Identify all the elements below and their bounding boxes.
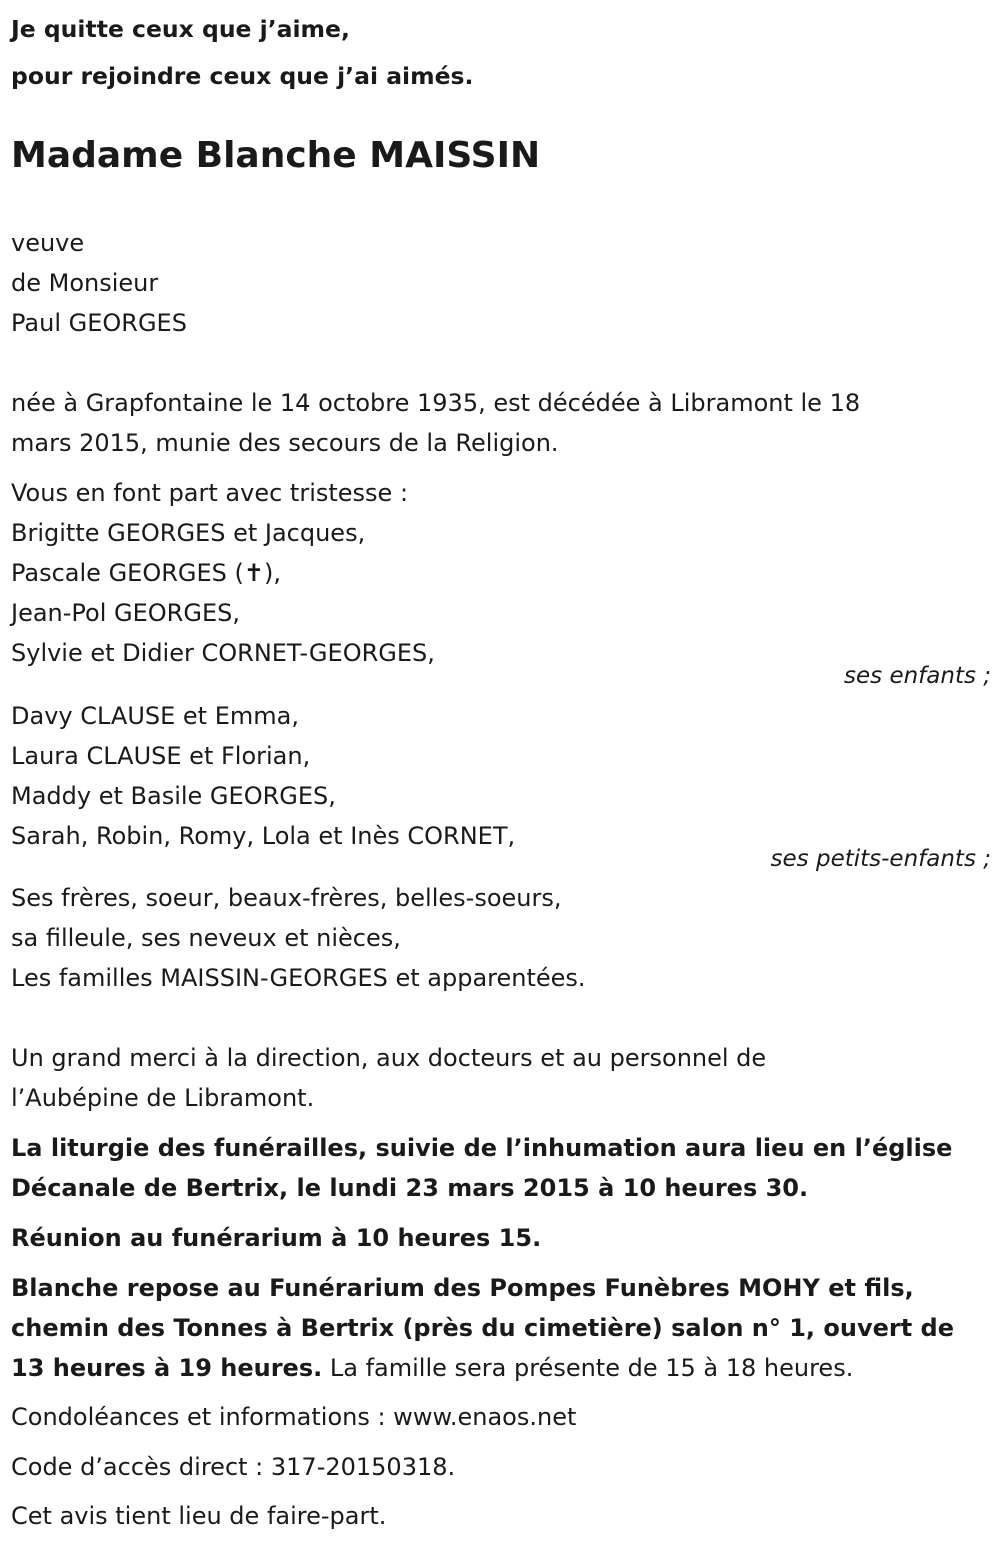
children-block (11, 473, 435, 673)
child-name: Brigitte GEORGES et Jacques, (11, 519, 366, 547)
rest-block (11, 1268, 954, 1388)
family-line: Ses frères, soeur, beaux-frères, belles-soeurs, (11, 884, 562, 912)
grandchildren-block (11, 696, 515, 856)
family-presence: La famille sera présente de 15 à 18 heures. (322, 1354, 854, 1382)
child-name: Sylvie et Didier CORNET-GEORGES, (11, 639, 435, 667)
epigraph-line-1: Je quitte ceux que j’aime, (11, 15, 350, 43)
liturgy-block (11, 1128, 952, 1208)
child-name: Jean-Pol GEORGES, (11, 599, 240, 627)
condolences-info: Condoléances et informations : www.enaos.net (11, 1403, 577, 1431)
liturgy-line-1: La liturgie des funérailles, suivie de l’inhumation aura lieu en l’église (11, 1134, 953, 1162)
rest-line-1: Blanche repose au Funérarium des Pompes Funèbres MOHY et fils, (11, 1274, 914, 1302)
grandchild-name: Maddy et Basile GEORGES, (11, 782, 336, 810)
child-name: Pascale GEORGES (✝), (11, 559, 281, 587)
rest-line-2: chemin des Tonnes à Bertrix (près du cimetière) salon n° 1, ouvert de (11, 1314, 954, 1342)
meeting-info: Réunion au funérarium à 10 heures 15. (11, 1224, 542, 1252)
access-code: Code d’accès direct : 317-20150318. (11, 1453, 456, 1481)
widow-line-2: de Monsieur (11, 269, 159, 297)
widow-line-1: veuve (11, 229, 85, 257)
liturgy-line-2: Décanale de Bertrix, le lundi 23 mars 2015 à 10 heures 30. (11, 1174, 809, 1202)
thanks-line-1: Un grand merci à la direction, aux docteurs et au personnel de (11, 1044, 767, 1072)
widow-line-3: Paul GEORGES (11, 309, 187, 337)
epigraph-line-2: pour rejoindre ceux que j’ai aimés. (11, 62, 474, 90)
footer-note: Cet avis tient lieu de faire-part. (11, 1502, 387, 1530)
grandchildren-label: ses petits-enfants ; (770, 846, 991, 872)
grandchild-name: Laura CLAUSE et Florian, (11, 742, 311, 770)
thanks-block (11, 1038, 766, 1118)
children-label: ses enfants ; (844, 663, 991, 689)
family-block (11, 878, 586, 998)
widow-block (11, 223, 187, 343)
grandchild-name: Davy CLAUSE et Emma, (11, 702, 299, 730)
birth-block (11, 383, 860, 463)
deceased-name: Madame Blanche MAISSIN (11, 135, 541, 176)
announcement: Vous en font part avec tristesse : (11, 479, 409, 507)
family-line: Les familles MAISSIN-GEORGES et apparentées. (11, 964, 586, 992)
family-line: sa filleule, ses neveux et nièces, (11, 924, 401, 952)
birth-line-2: mars 2015, munie des secours de la Religion. (11, 429, 559, 457)
thanks-line-2: l’Aubépine de Libramont. (11, 1084, 315, 1112)
rest-line-3 (11, 1348, 954, 1388)
rest-hours: 13 heures à 19 heures. (11, 1354, 323, 1382)
grandchild-name: Sarah, Robin, Romy, Lola et Inès CORNET, (11, 822, 516, 850)
birth-line-1: née à Grapfontaine le 14 octobre 1935, est décédée à Libramont le 18 (11, 389, 861, 417)
